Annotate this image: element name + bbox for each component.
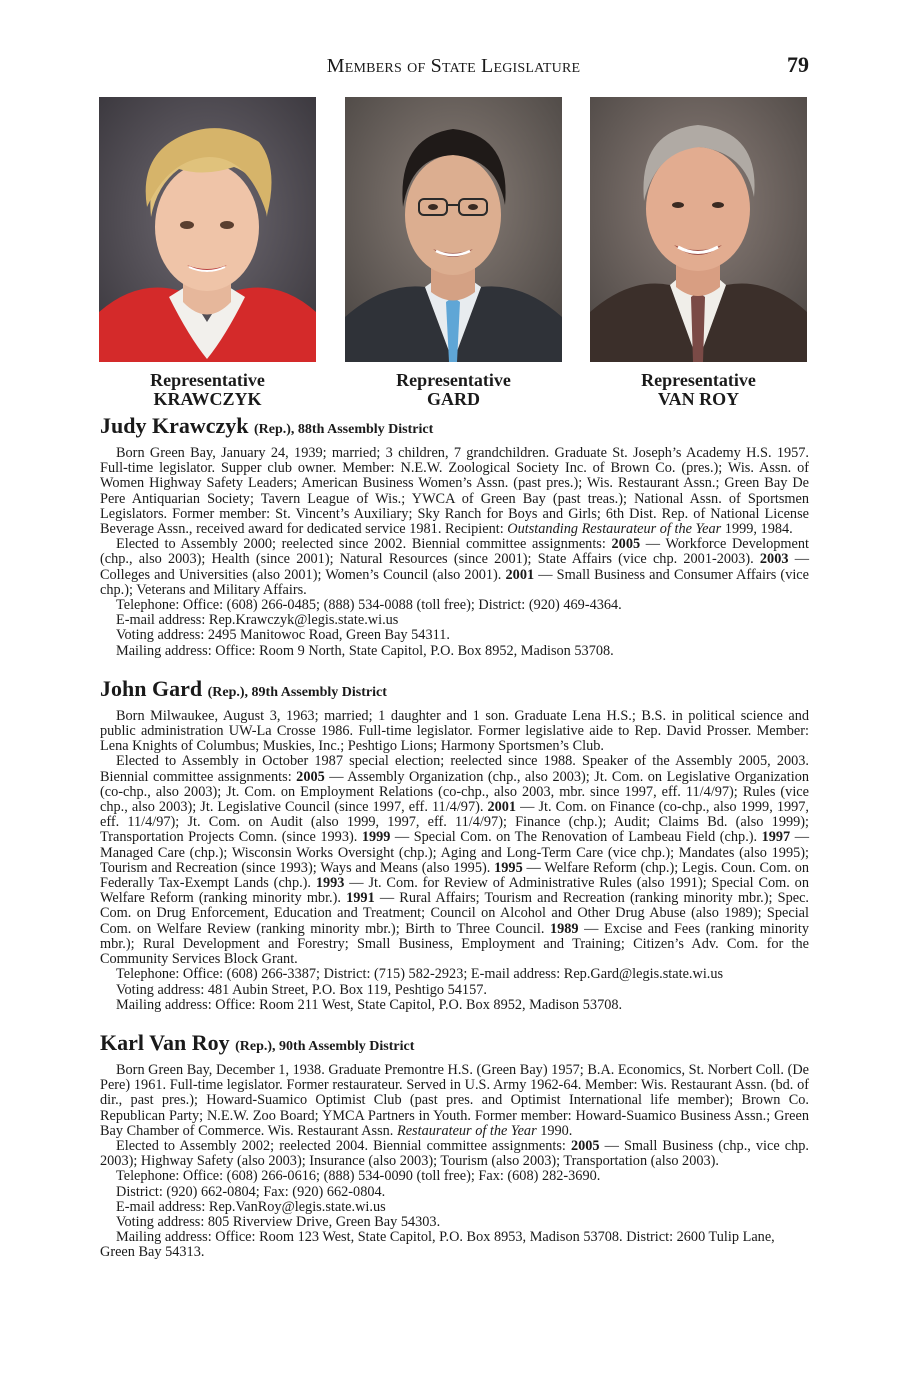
member-bio: Born Milwaukee, August 3, 1963; married; 1 daughter and 1 son. Graduate Lena H.S.; B.S. in political science and public administration UW-La Crosse 1986. Full-time legislator. Former legislative aide to Rep. David Prosser. Member: Lena Knights of Columbus; Muskies, Inc.; Peshtigo Lions; Harmony Sportsmen’s Club. xyxy=(100,707,809,755)
committee-text: — Rural Affairs; Tourism and Recreation (ranking minority mbr.); Spec. Com. on Drug Enforcement, Education and Treatment; Council on Alcohol and Other Drug Abuse (also 1989); Special Com. on Welfare Review (ranking minority mbr.); Birth to Three Council. xyxy=(100,890,809,937)
contact-voting-address: Voting address: 481 Aubin Street, P.O. Box 119, Peshtigo 54157. xyxy=(116,981,487,998)
member-name: Judy Krawczyk xyxy=(100,413,249,438)
bio-text: Born Green Bay, January 24, 1939; married; 3 children, 7 grandchildren. Graduate St. Joseph’s Academy H.S. 1957. Full-time legislator. Supper club owner. Member: N.E.W. Zoological Society Inc. of Brown Co. (pres.); Wis. Assn. of Women Highway Safety Leaders; American Business Women’s Assn. (past pres.); Wis. Restaurant Assn.; Green Bay De Pere Antiquarian Society; Tavern League of Wis.; YWCA of Green Bay (past treas.); National Assn. of Sportsmen Legislators. Former member: St. Vincent’s Auxiliary; Sky Ranch for Boys and Girls; 6th Dist. Rep. of National License Beverage Assn., received award for dedicated service 1981. Recipient: xyxy=(100,445,809,538)
bio-text-end: 1999, 1984. xyxy=(721,521,793,538)
caption-name: GARD xyxy=(427,389,480,409)
running-head xyxy=(0,52,907,82)
contact-telephone: Telephone: Office: (608) 266-0616; (888) 534-0090 (toll free); Fax: (608) 282-3690. xyxy=(116,1168,601,1185)
portrait-van-roy xyxy=(590,97,807,409)
committee-text: Elected to Assembly in October 1987 special election; reelected since 1988. Speaker of the Assembly 2005, 2003. Biennial committee assignments: xyxy=(100,753,809,785)
committee-year: 1995 xyxy=(494,859,523,876)
committee-text: — Small Business and Consumer Affairs (vice chp.); Veterans and Military Affairs. xyxy=(100,566,810,598)
portrait-photo-krawczyk xyxy=(99,97,316,362)
committee-text: — Excise and Fees (ranking minority mbr.); Rural Development and Forestry; Small Business, Employment and Training; Citizen’s Adv. Com. for the Community Services Block Grant. xyxy=(100,920,809,968)
contact-mailing-address: Mailing address: Office: Room 123 West, State Capitol, P.O. Box 8953, Madison 53708. District: 2600 Tulip Lane, Green Bay 54313. xyxy=(100,1229,775,1261)
contact-email: E-mail address: Rep.VanRoy@legis.state.wi.us xyxy=(116,1198,386,1215)
committee-text: — Colleges and Universities (also 2001); Women’s Council (also 2001). xyxy=(100,551,809,583)
portrait-caption-gard xyxy=(345,371,562,409)
committee-year: 2005 xyxy=(296,768,325,785)
page-number: 79 xyxy=(787,52,809,77)
member-party-district: (Rep.), 89th Assembly District xyxy=(207,684,387,700)
contact-district-phone: District: (920) 662-0804; Fax: (920) 662-0804. xyxy=(116,1183,386,1200)
portrait-photo-van-roy xyxy=(590,97,807,362)
caption-title: Representative xyxy=(150,370,265,390)
member-heading xyxy=(100,1029,809,1060)
bio-award: Restaurateur of the Year xyxy=(396,1122,537,1139)
contact-voting-address: Voting address: 805 Riverview Drive, Green Bay 54303. xyxy=(116,1213,441,1230)
bio-text: Born Green Bay, December 1, 1938. Graduate Premontre H.S. (Green Bay) 1957; B.A. Economics, St. Norbert Coll. (De Pere) 1961. Full-time legislator. Former restaurateur. Served in U.S. Army 1962-64. Member: Wis. Restaurant Assn. (bd. of dir., past pres.); Howard-Suamico Optimist Club (past pres. and Optimist International life member); Brown Co. Republican Party; N.E.W. Zoo Board; YMCA Partners in Youth. Former member: Howard-Suamico Business Assn.; Green Bay Chamber of Commerce. Wis. Restaurant Assn. xyxy=(100,1061,809,1139)
member-heading xyxy=(100,412,809,443)
contact-mailing-address: Mailing address: Office: Room 211 West, State Capitol, P.O. Box 8952, Madison 53708. xyxy=(116,996,623,1013)
committee-text: Elected to Assembly 2002; reelected 2004. Biennial committee assignments: xyxy=(116,1137,571,1154)
contact-mailing-address: Mailing address: Office: Room 9 North, State Capitol, P.O. Box 8952, Madison 53708. xyxy=(116,642,614,659)
committee-year: 2005 xyxy=(570,1137,600,1154)
committee-text: — Workforce Development (chp., also 2003); Health (since 2001); Natural Resources (since 2001); State Affairs (vice chp. 2001-2003). xyxy=(100,536,809,568)
bio-award: Outstanding Restaurateur of the Year xyxy=(507,521,722,538)
member-committees xyxy=(100,537,809,598)
member-entries xyxy=(100,412,809,1261)
contact-telephone: Telephone: Office: (608) 266-0485; (888) 534-0088 (toll free); District: (920) 469-4364. xyxy=(116,597,622,614)
committee-text: — Welfare Reform (chp.); Legis. Coun. Com. on Federally Tax-Exempt Lands (chp.). xyxy=(100,859,809,892)
committee-year: 1989 xyxy=(549,920,579,937)
portrait-krawczyk xyxy=(99,97,316,409)
member-name: John Gard xyxy=(100,675,203,701)
committee-year: 2005 xyxy=(611,536,641,553)
contact-email: E-mail address: Rep.Krawczyk@legis.state.wi.us xyxy=(116,612,399,629)
committee-year: 1999 xyxy=(361,829,391,846)
member-party-district: (Rep.), 90th Assembly District xyxy=(235,1038,415,1054)
member-heading xyxy=(100,675,809,706)
committee-text: — Special Com. on The Renovation of Lambeau Field (chp.). xyxy=(390,829,762,846)
portrait-gard xyxy=(345,97,562,409)
committee-year: 2001 xyxy=(505,566,535,583)
contact-telephone-email: Telephone: Office: (608) 266-3387; District: (715) 582-2923; E-mail address: Rep.Gard@legis.state.wi.us xyxy=(116,966,724,983)
member-committees xyxy=(100,1139,809,1169)
committee-text: — Jt. Com. on Finance (co-chp., also 1999, 1997, eff. 11/4/97); Jt. Com. on Audit (also 1999, 1997, eff. 11/4/97); Finance (chp.); Audit; Claims Bd. (also 1999); Transportation Projects Comn. (since 1993). xyxy=(100,799,809,846)
committee-text: — Jt. Com. for Review of Administrative Rules (also 1991); Special Com. on Welfare Reform (ranking minority mbr.). xyxy=(100,875,809,907)
member-entry-gard xyxy=(100,675,809,1013)
member-entry-krawczyk xyxy=(100,412,809,659)
page-title: Members of State Legislature xyxy=(326,55,581,77)
committee-text: — Managed Care (chp.); Wisconsin Works Oversight (chp.); Aging and Long-Term Care (vice chp.); Mandates (also 1995); Tourism and Recreation (since 1993); Ways and Means (also 1995). xyxy=(100,829,809,876)
committee-year: 1991 xyxy=(346,890,375,907)
bio-text-end: 1990. xyxy=(536,1122,573,1139)
caption-title: Representative xyxy=(641,370,756,390)
member-bio xyxy=(100,446,809,537)
portrait-photo-gard xyxy=(345,97,562,362)
member-name: Karl Van Roy xyxy=(100,1029,230,1055)
portrait-row xyxy=(99,97,807,409)
committee-text: — Assembly Organization (chp., also 2003); Jt. Com. on Legislative Organization (co-chp., also 2003); Jt. Com. on Employment Relations (co-chp., also 2003, mbr. since 1997, eff. 11/4/97); Rules (vice chp., also 2003); Jt. Legislative Council (since 1997, eff. 11/4/97). xyxy=(100,768,809,816)
committee-year: 1997 xyxy=(761,829,791,846)
member-party-district: (Rep.), 88th Assembly District xyxy=(254,422,434,437)
caption-name: VAN ROY xyxy=(657,389,740,409)
committee-year: 1993 xyxy=(315,875,345,892)
committee-year: 2001 xyxy=(487,799,517,816)
member-committees xyxy=(100,754,809,967)
member-entry-van-roy xyxy=(100,1029,809,1261)
caption-title: Representative xyxy=(396,370,511,390)
committee-year: 2003 xyxy=(759,551,789,568)
caption-name: KRAWCZYK xyxy=(153,389,262,409)
member-bio xyxy=(100,1063,809,1139)
contact-voting-address: Voting address: 2495 Manitowoc Road, Green Bay 54311. xyxy=(116,627,450,644)
committee-text: — Small Business (chp., vice chp. 2003); Highway Safety (also 2003); Insurance (also 2003); Tourism (also 2003); Transportation (also 2003). xyxy=(100,1137,810,1170)
portrait-caption-krawczyk xyxy=(99,371,316,409)
committee-text: Elected to Assembly 2000; reelected since 2002. Biennial committee assignments: xyxy=(116,536,612,553)
portrait-caption-van-roy xyxy=(590,371,807,409)
